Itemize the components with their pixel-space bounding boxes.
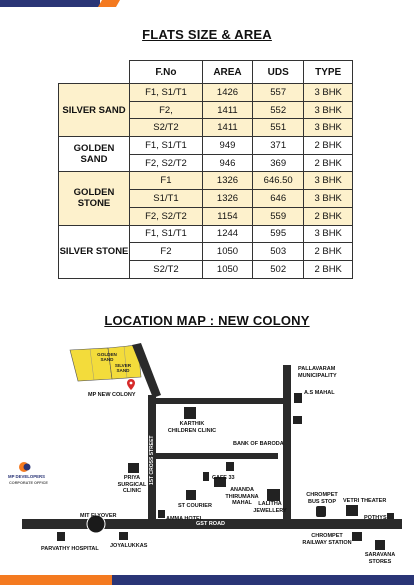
flats-table	[58, 60, 353, 279]
group-name-silver-stone: SILVER STONE	[59, 225, 130, 278]
group-name-silver-sand: SILVER SAND	[59, 84, 130, 137]
road-horizontal-upper	[148, 398, 288, 404]
plot-label-golden-sand: GOLDEN SAND	[97, 352, 117, 362]
header-uds: UDS	[253, 61, 304, 84]
cell-type: 2 BHK	[304, 260, 353, 278]
label-parvathy: PARVATHY HOSPITAL	[41, 546, 99, 552]
pallavaram-building-icon	[294, 393, 302, 403]
plot-label-silver-sand: SILVER SAND	[114, 363, 132, 373]
pothys-icon	[387, 513, 394, 519]
cell-type: 2 BHK	[304, 207, 353, 225]
cell-type: 3 BHK	[304, 190, 353, 208]
road-right-vertical	[283, 365, 291, 523]
cell-fno: F1, S1/T1	[130, 225, 203, 243]
cell-type: 3 BHK	[304, 101, 353, 119]
group-name-golden-stone: GOLDEN STONE	[59, 172, 130, 225]
vetri-building-icon	[346, 505, 358, 516]
cell-type: 2 BHK	[304, 154, 353, 172]
cell-area: 1411	[202, 119, 252, 137]
cell-fno: F2, S2/T2	[130, 207, 203, 225]
cell-fno: F1, S1/T1	[130, 84, 203, 102]
cell-area: 1050	[202, 243, 252, 261]
logo-brand: MP DEVELOPERS	[8, 474, 45, 479]
cell-area: 1050	[202, 260, 252, 278]
label-1st-cross-street: 1ST CROSS STREET	[149, 435, 155, 485]
label-chrompet-rail: CHROMPET RAILWAY STATION	[302, 533, 352, 546]
cell-uds: 595	[253, 225, 304, 243]
karthik-building-icon	[184, 407, 196, 419]
cell-uds: 502	[253, 260, 304, 278]
cell-area: 1326	[202, 190, 252, 208]
group-name-golden-sand: GOLDEN SAND	[59, 137, 130, 172]
cell-type: 3 BHK	[304, 84, 353, 102]
mp-developers-logo	[19, 462, 31, 472]
label-karthik: KARTHIK CHILDREN CLINIC	[167, 421, 217, 434]
cell-fno: F2, S2/T2	[130, 154, 203, 172]
header-fno: F.No	[130, 61, 203, 84]
label-lalitha: LALITHA JEWELLERY	[253, 501, 287, 514]
label-vetri: VETRI THEATER	[343, 498, 387, 504]
cell-type: 3 BHK	[304, 172, 353, 190]
table-row	[59, 137, 353, 155]
label-amma-hotel: AMMA HOTEL	[166, 516, 204, 522]
priya-building-icon	[128, 463, 139, 473]
cell-uds: 559	[253, 207, 304, 225]
top-stripe-orange	[98, 0, 120, 7]
label-as-mahal: A.S MAHAL	[304, 390, 335, 396]
joyalukkas-building-icon	[119, 532, 128, 540]
st-courier-building-icon	[186, 490, 196, 500]
location-map	[0, 335, 414, 575]
label-priya: PRIYA SURGICAL CLINIC	[117, 475, 147, 494]
cell-type: 2 BHK	[304, 137, 353, 155]
label-gst-road: GST ROAD	[196, 521, 226, 527]
cell-type: 3 BHK	[304, 225, 353, 243]
top-stripe	[0, 0, 414, 7]
map-title: LOCATION MAP : NEW COLONY	[104, 313, 310, 328]
top-stripe-navy	[0, 0, 100, 7]
cell-area: 1411	[202, 101, 252, 119]
cell-area: 1154	[202, 207, 252, 225]
location-pin-dot	[130, 382, 133, 385]
as-mahal-building-icon	[293, 416, 302, 424]
cell-area: 949	[202, 137, 252, 155]
cell-fno: S1/T1	[130, 190, 203, 208]
lalitha-building-icon	[267, 489, 280, 501]
table-row	[59, 84, 353, 102]
cell-uds: 369	[253, 154, 304, 172]
cell-area: 1326	[202, 172, 252, 190]
header-blank	[59, 61, 130, 84]
label-ananda: ANANDA THIRUMANA MAHAL	[225, 487, 259, 506]
cell-type: 2 BHK	[304, 243, 353, 261]
cafe-icon	[203, 472, 209, 481]
flats-title: FLATS SIZE & AREA	[142, 27, 272, 42]
cell-fno: F2,	[130, 101, 203, 119]
cell-fno: S2/T2	[130, 260, 203, 278]
logo-office: CORPORATE OFFICE	[9, 481, 48, 485]
road-horizontal-middle	[155, 453, 278, 459]
cell-uds: 503	[253, 243, 304, 261]
table-row	[59, 172, 353, 190]
table-header-row	[59, 61, 353, 84]
bottom-stripe-navy	[98, 575, 414, 585]
cell-fno: F1, S1/T1	[130, 137, 203, 155]
amma-hotel-icon	[158, 510, 165, 518]
cell-area: 1244	[202, 225, 252, 243]
label-joyalukkas: JOYALUKKAS	[110, 543, 148, 549]
cell-fno: F1	[130, 172, 203, 190]
cell-uds: 646	[253, 190, 304, 208]
parvathy-building-icon	[57, 532, 65, 541]
bottom-stripe-orange	[0, 575, 112, 585]
bank-building-icon	[226, 462, 234, 471]
header-area: AREA	[202, 61, 252, 84]
bus-icon	[316, 506, 326, 517]
label-bank-of-baroda: BANK OF BARODA	[233, 441, 284, 447]
label-cafe: CAFE 33	[212, 475, 235, 481]
label-mit-flyover: MIT FLYOVER	[80, 513, 117, 519]
cell-area: 946	[202, 154, 252, 172]
label-pallavaram: PALLAVARAM MUNICIPALITY	[298, 366, 337, 379]
label-mp-new-colony: MP NEW COLONY	[88, 392, 136, 398]
header-type: TYPE	[304, 61, 353, 84]
cell-uds: 646.50	[253, 172, 304, 190]
cell-area: 1426	[202, 84, 252, 102]
cell-uds: 552	[253, 101, 304, 119]
cell-fno: F2	[130, 243, 203, 261]
cell-uds: 557	[253, 84, 304, 102]
table-row	[59, 225, 353, 243]
location-pin-icon	[127, 379, 135, 390]
saravana-building-icon	[375, 540, 385, 550]
cell-uds: 551	[253, 119, 304, 137]
label-st-courier: ST COURIER	[178, 503, 212, 509]
cell-uds: 371	[253, 137, 304, 155]
cell-fno: S2/T2	[130, 119, 203, 137]
cell-type: 3 BHK	[304, 119, 353, 137]
rail-building-icon	[352, 532, 362, 541]
label-pothys: POTHYS	[364, 515, 387, 521]
label-saravana: SARAVANA STORES	[364, 552, 396, 565]
label-chrompet-bus: CHROMPET BUS STOP	[306, 492, 338, 505]
